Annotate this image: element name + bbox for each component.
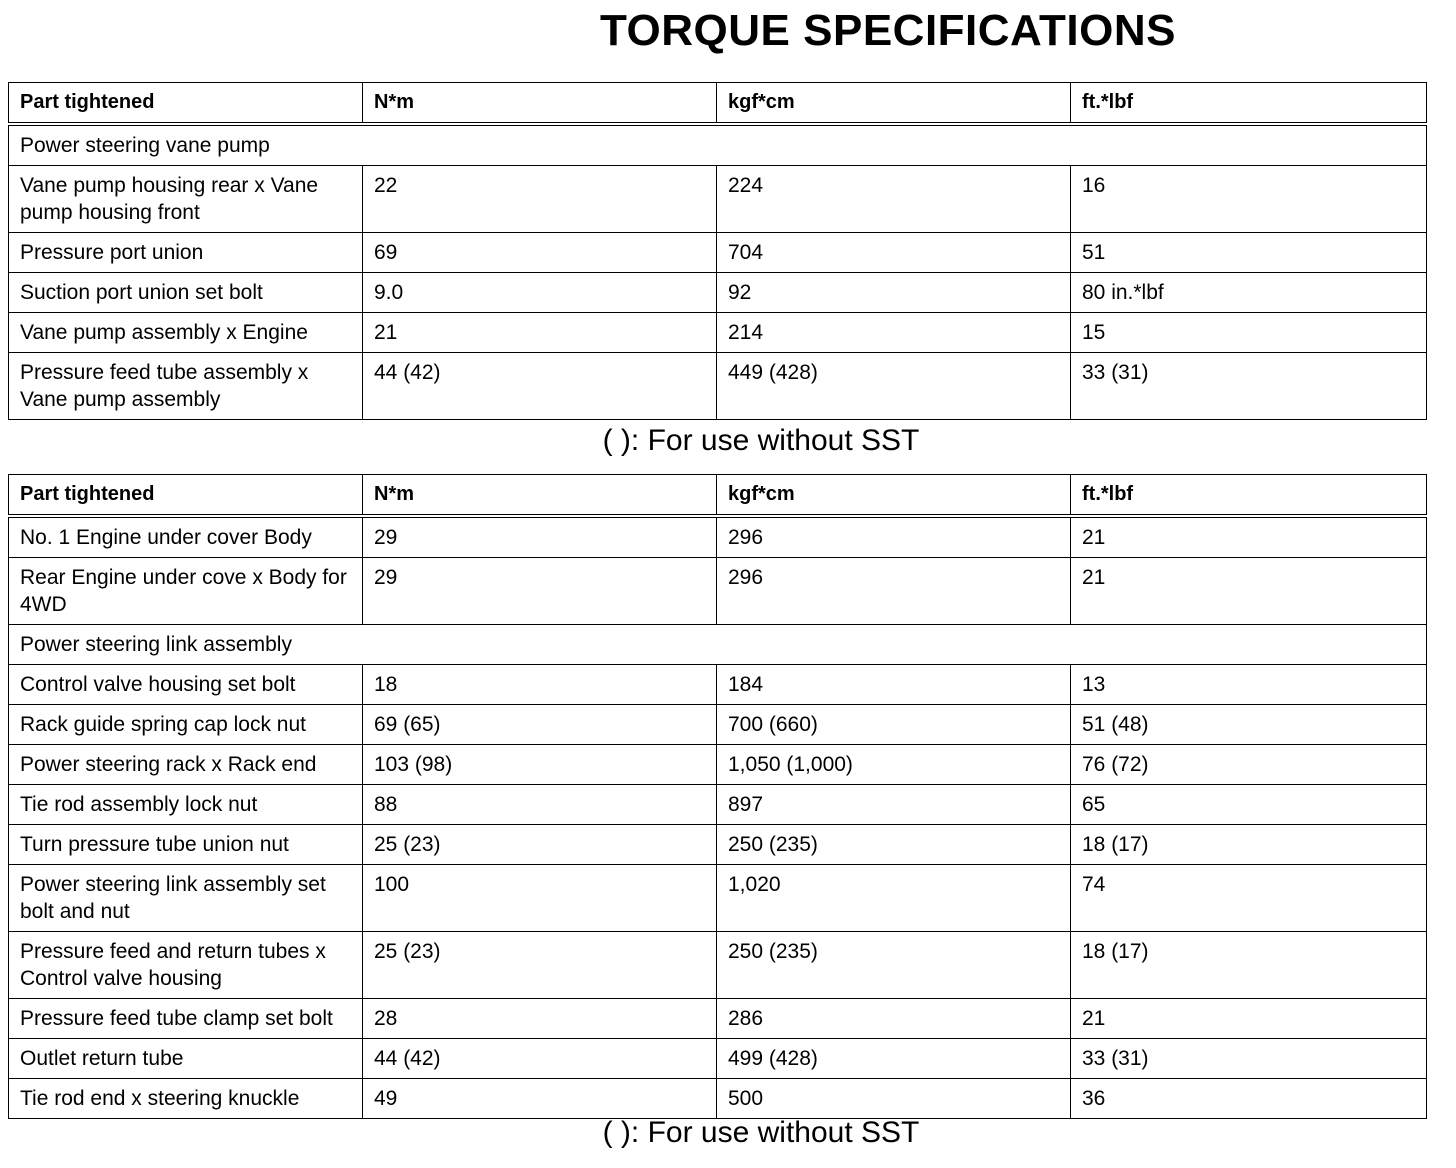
header-nm: N*m [363, 83, 717, 125]
part-cell: Power steering link assembly set bolt and nut [9, 865, 363, 932]
nm-cell: 21 [363, 313, 717, 353]
header-ftlbf: ft.*lbf [1071, 475, 1427, 517]
header-kgfcm: kgf*cm [717, 83, 1071, 125]
kgfcm-cell: 250 (235) [717, 825, 1071, 865]
footnote: ( ): For use without SST [602, 1116, 920, 1149]
ftlbf-cell: 51 [1071, 233, 1427, 273]
table-row [9, 166, 1427, 233]
table-row [9, 825, 1427, 865]
table-row [9, 999, 1427, 1039]
part-cell: Pressure feed tube clamp set bolt [9, 999, 363, 1039]
kgfcm-cell: 286 [717, 999, 1071, 1039]
section-row [9, 625, 1427, 665]
nm-cell: 25 (23) [363, 825, 717, 865]
table-row [9, 233, 1427, 273]
vane-pump-torque-table [8, 82, 1427, 420]
nm-cell: 29 [363, 516, 717, 558]
ftlbf-cell: 16 [1071, 166, 1427, 233]
table-header-row [9, 475, 1427, 517]
part-cell: Rack guide spring cap lock nut [9, 705, 363, 745]
ftlbf-cell: 76 (72) [1071, 745, 1427, 785]
ftlbf-cell: 33 (31) [1071, 353, 1427, 420]
table-row [9, 1079, 1427, 1119]
kgfcm-cell: 500 [717, 1079, 1071, 1119]
part-cell: Pressure feed tube assembly x Vane pump assembly [9, 353, 363, 420]
link-assembly-torque-table [8, 474, 1427, 1119]
kgfcm-cell: 184 [717, 665, 1071, 705]
part-cell: Tie rod end x steering knuckle [9, 1079, 363, 1119]
kgfcm-cell: 700 (660) [717, 705, 1071, 745]
header-nm: N*m [363, 475, 717, 517]
part-cell: Turn pressure tube union nut [9, 825, 363, 865]
section-row [9, 124, 1427, 166]
kgfcm-cell: 296 [717, 516, 1071, 558]
nm-cell: 9.0 [363, 273, 717, 313]
kgfcm-cell: 214 [717, 313, 1071, 353]
kgfcm-cell: 449 (428) [717, 353, 1071, 420]
nm-cell: 88 [363, 785, 717, 825]
table-body [9, 516, 1427, 1119]
footnote: ( ): For use without SST [602, 424, 920, 457]
ftlbf-cell: 74 [1071, 865, 1427, 932]
header-part: Part tightened [9, 83, 363, 125]
nm-cell: 18 [363, 665, 717, 705]
page-title: TORQUE SPECIFICATIONS [599, 6, 1177, 55]
kgfcm-cell: 897 [717, 785, 1071, 825]
nm-cell: 25 (23) [363, 932, 717, 999]
table-row [9, 516, 1427, 558]
table-row [9, 785, 1427, 825]
nm-cell: 28 [363, 999, 717, 1039]
header-ftlbf: ft.*lbf [1071, 83, 1427, 125]
part-cell: Outlet return tube [9, 1039, 363, 1079]
nm-cell: 100 [363, 865, 717, 932]
nm-cell: 103 (98) [363, 745, 717, 785]
kgfcm-cell: 250 (235) [717, 932, 1071, 999]
table-row [9, 1039, 1427, 1079]
kgfcm-cell: 1,050 (1,000) [717, 745, 1071, 785]
table-body [9, 124, 1427, 420]
part-cell: Control valve housing set bolt [9, 665, 363, 705]
section-label: Power steering vane pump [9, 124, 1427, 166]
part-cell: Tie rod assembly lock nut [9, 785, 363, 825]
part-cell: Suction port union set bolt [9, 273, 363, 313]
part-cell: Power steering rack x Rack end [9, 745, 363, 785]
nm-cell: 69 (65) [363, 705, 717, 745]
nm-cell: 49 [363, 1079, 717, 1119]
ftlbf-cell: 21 [1071, 558, 1427, 625]
table-header-row [9, 83, 1427, 125]
header-part: Part tightened [9, 475, 363, 517]
ftlbf-cell: 65 [1071, 785, 1427, 825]
nm-cell: 69 [363, 233, 717, 273]
table-row [9, 665, 1427, 705]
kgfcm-cell: 92 [717, 273, 1071, 313]
part-cell: Rear Engine under cove x Body for 4WD [9, 558, 363, 625]
ftlbf-cell: 51 (48) [1071, 705, 1427, 745]
ftlbf-cell: 15 [1071, 313, 1427, 353]
part-cell: Pressure port union [9, 233, 363, 273]
ftlbf-cell: 18 (17) [1071, 825, 1427, 865]
table-row [9, 705, 1427, 745]
ftlbf-cell: 36 [1071, 1079, 1427, 1119]
part-cell: Pressure feed and return tubes x Control valve housing [9, 932, 363, 999]
nm-cell: 29 [363, 558, 717, 625]
nm-cell: 22 [363, 166, 717, 233]
table-row [9, 353, 1427, 420]
table-row [9, 865, 1427, 932]
table-row [9, 932, 1427, 999]
ftlbf-cell: 21 [1071, 999, 1427, 1039]
kgfcm-cell: 704 [717, 233, 1071, 273]
table-row [9, 745, 1427, 785]
kgfcm-cell: 224 [717, 166, 1071, 233]
part-cell: No. 1 Engine under cover Body [9, 516, 363, 558]
part-cell: Vane pump assembly x Engine [9, 313, 363, 353]
ftlbf-cell: 18 (17) [1071, 932, 1427, 999]
nm-cell: 44 (42) [363, 353, 717, 420]
table-row [9, 313, 1427, 353]
ftlbf-cell: 13 [1071, 665, 1427, 705]
kgfcm-cell: 1,020 [717, 865, 1071, 932]
table-row [9, 558, 1427, 625]
table-row [9, 273, 1427, 313]
ftlbf-cell: 33 (31) [1071, 1039, 1427, 1079]
ftlbf-cell: 21 [1071, 516, 1427, 558]
part-cell: Vane pump housing rear x Vane pump housing front [9, 166, 363, 233]
ftlbf-cell: 80 in.*lbf [1071, 273, 1427, 313]
kgfcm-cell: 499 (428) [717, 1039, 1071, 1079]
header-kgfcm: kgf*cm [717, 475, 1071, 517]
nm-cell: 44 (42) [363, 1039, 717, 1079]
section-label: Power steering link assembly [9, 625, 1427, 665]
kgfcm-cell: 296 [717, 558, 1071, 625]
